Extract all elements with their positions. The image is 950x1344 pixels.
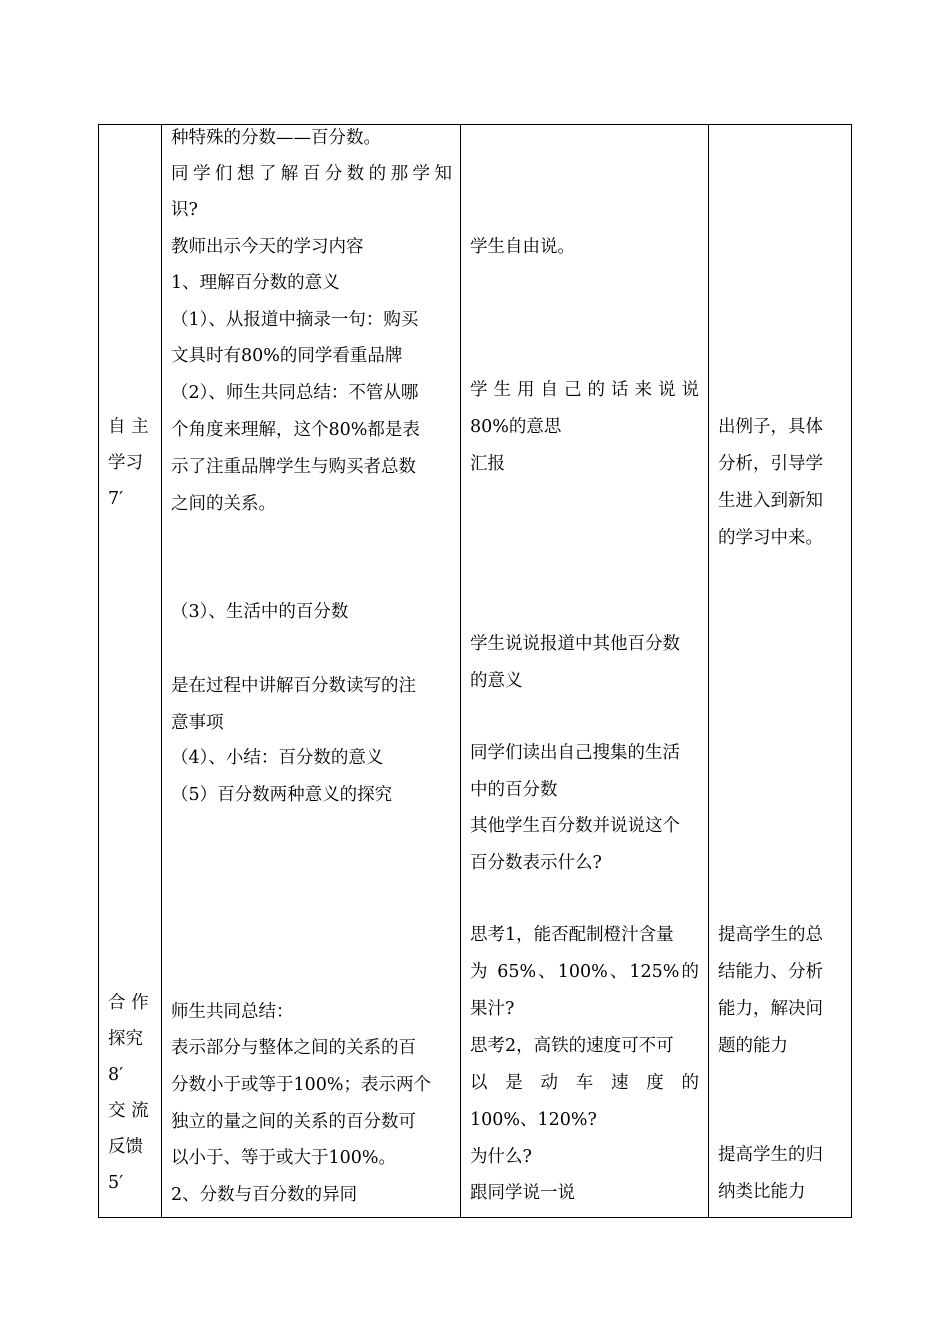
- stage-label: 自 主: [108, 417, 149, 437]
- text-line: 识?: [171, 200, 198, 220]
- text-line: 的意义: [470, 671, 523, 691]
- text-line: 汇报: [470, 454, 505, 474]
- text-line: 的学习中来。: [718, 528, 823, 548]
- text-line: （5）百分数两种意义的探究: [171, 785, 393, 805]
- text-line: 能力，解决问: [718, 999, 823, 1019]
- text-line: 为 65%、100%、125%的: [470, 962, 699, 982]
- text-line: （2）、师生共同总结：不管从哪: [171, 383, 419, 403]
- text-line: 题的能力: [718, 1036, 788, 1056]
- text-line: 学 生 用 自 己 的 话 来 说 说: [470, 380, 699, 400]
- text-line: 为什么?: [470, 1147, 532, 1167]
- text-line: 表示部分与整体之间的关系的百: [171, 1038, 416, 1058]
- text-line: 纳类比能力: [718, 1182, 806, 1202]
- text-line: （1）、从报道中摘录一句：购买: [171, 310, 419, 330]
- text-line: （4）、小结：百分数的意义: [171, 748, 384, 768]
- text-line: 中的百分数: [470, 780, 558, 800]
- text-line: 教师出示今天的学习内容: [171, 237, 364, 257]
- column-divider: [708, 124, 709, 1218]
- text-line: 提高学生的总: [718, 925, 823, 945]
- text-line: 结能力、分析: [718, 962, 823, 982]
- column-divider: [161, 124, 162, 1218]
- stage-label: 反馈: [108, 1137, 143, 1157]
- stage-label: 交 流: [108, 1101, 149, 1121]
- text-line: 生进入到新知: [718, 491, 823, 511]
- stage-time: 7′: [108, 489, 124, 509]
- text-line: 100%、120%?: [470, 1110, 597, 1130]
- text-line: 师生共同总结：: [171, 1002, 294, 1022]
- text-line: 学生自由说。: [470, 237, 575, 257]
- text-line: 同学们读出自己搜集的生活: [470, 743, 680, 763]
- text-line: 思考2，高铁的速度可不可: [470, 1036, 674, 1056]
- text-line: 个角度来理解，这个80%都是表: [171, 420, 420, 440]
- text-line: 果汁?: [470, 999, 515, 1019]
- text-line: 文具时有80%的同学看重品牌: [171, 346, 403, 366]
- text-line: 以小于、等于或大于100%。: [171, 1148, 397, 1168]
- text-line: 同学们想了解百分数的那学知: [171, 164, 452, 184]
- text-line: （3）、生活中的百分数: [171, 602, 349, 622]
- text-line: 跟同学说一说: [470, 1183, 575, 1203]
- text-line: 80%的意思: [470, 417, 562, 437]
- text-line: 思考1，能否配制橙汁含量: [470, 925, 674, 945]
- stage-label: 学习: [108, 453, 143, 473]
- stage-time: 8′: [108, 1065, 124, 1085]
- section-heading: 2、分数与百分数的异同: [171, 1185, 358, 1205]
- text-line: 分数小于或等于100%；表示两个: [171, 1075, 432, 1095]
- stage-time: 5′: [108, 1173, 124, 1193]
- stage-label: 合 作: [108, 993, 149, 1013]
- stage-label: 探究: [108, 1029, 143, 1049]
- text-line: 独立的量之间的关系的百分数可: [171, 1112, 416, 1132]
- text-line: 出例子，具体: [718, 417, 823, 437]
- text-line: 种特殊的分数——百分数。: [171, 128, 381, 148]
- text-line: 意事项: [171, 713, 224, 733]
- text-line: 是在过程中讲解百分数读写的注: [171, 676, 416, 696]
- text-line: 示了注重品牌学生与购买者总数: [171, 457, 416, 477]
- column-divider: [460, 124, 461, 1218]
- section-heading: 1、理解百分数的意义: [171, 273, 340, 293]
- text-line: 之间的关系。: [171, 494, 276, 514]
- text-line: 其他学生百分数并说说这个: [470, 816, 680, 836]
- text-line: 分析，引导学: [718, 454, 823, 474]
- text-line: 提高学生的归: [718, 1145, 823, 1165]
- text-line: 百分数表示什么?: [470, 853, 602, 873]
- text-line: 以 是 动 车 速 度 的: [470, 1073, 699, 1093]
- text-line: 学生说说报道中其他百分数: [470, 634, 680, 654]
